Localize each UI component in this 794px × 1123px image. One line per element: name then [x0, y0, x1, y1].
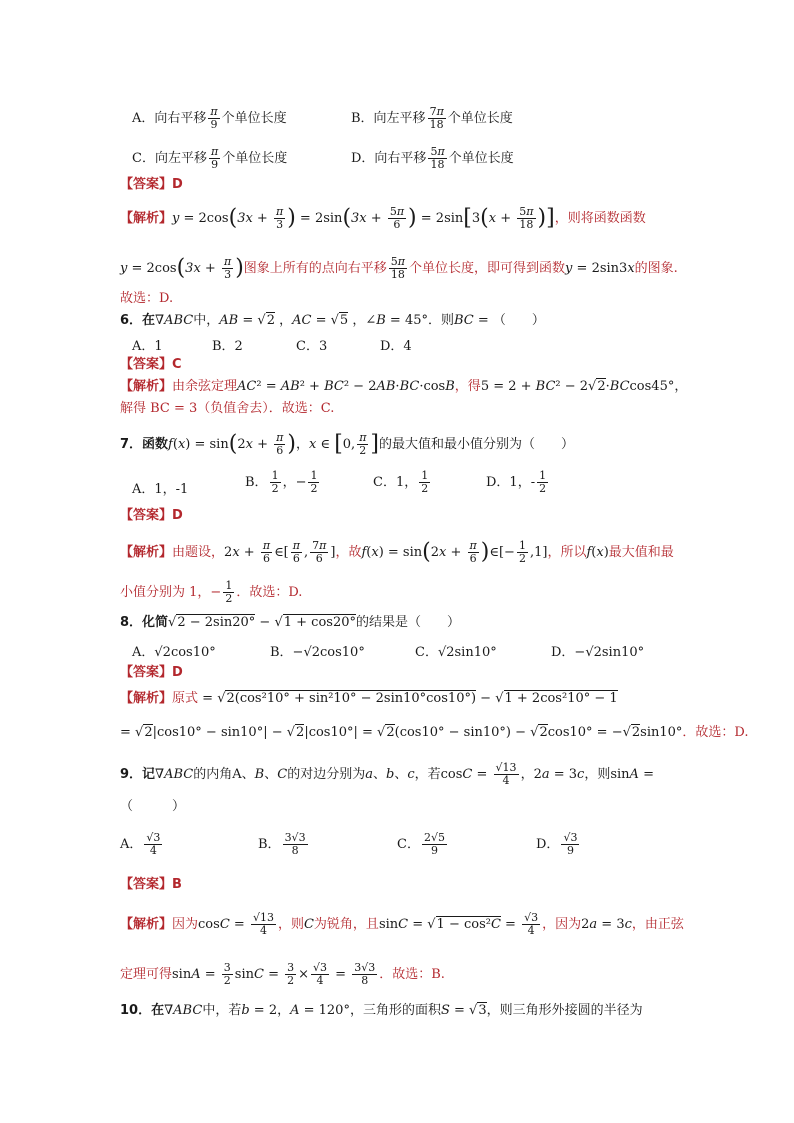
q9-analysis-b: ，则 [277, 917, 304, 932]
q5-option-d: D．向右平移 $\frac{5\pi}{18}$ 个单位长度 [351, 145, 514, 171]
q9-option-b-label: B． [258, 837, 281, 852]
q8-analysis-end: ．故选：D. [682, 725, 749, 740]
q10-stem-c: ，三角形的面积 [349, 1003, 441, 1018]
q6-stem-c: ．则 [427, 313, 454, 328]
q9-option-c: C． $\frac{2√5}{9}$ [397, 831, 445, 857]
q9-analysis-c: 为锐角，且 [313, 917, 379, 932]
q7-option-c-label: C．1， [373, 475, 418, 490]
q10-stem: 10．在∇ABC中，若b = 2，A = 120°，三角形的面积S = √3，则三角形外接圆的半径为 [120, 1003, 643, 1018]
q7-answer: 【答案】D [120, 508, 183, 523]
q7-option-a: A．1，-1 [132, 482, 189, 497]
q9-stem-e: ，则 [584, 767, 611, 782]
q7-analysis-d: 最大值和最 [608, 545, 674, 560]
analysis-label: 【解析】 [120, 211, 173, 226]
q9-option-a-label: A． [120, 837, 143, 852]
q6-option-d: D．4 [380, 339, 412, 354]
q9-analysis-line2: 定理可得sinA = $\frac{3}{2}$ sinC = $\frac{3}{2}$ × $\frac{√3}{4}$ = $\frac{3√3}{8}$ ．故选：B. [120, 961, 445, 987]
q7-stem: 7．函数f(x) = sin(2x + $\frac{\pi}{6}$ )，x ∈ [0, $\frac{\pi}{2}$ ]的最大值和最小值分别为（ ） [120, 431, 575, 457]
q8-stem: 8．化简√2 − 2sin20° − √1 + cos20°的结果是（ ） [120, 615, 461, 630]
q8-analysis-line2: = √2|cos10° − sin10°| − √2|cos10°| = √2(cos10° − sin10°) − √2cos10° = −√2sin10°．故选：D. [120, 725, 749, 740]
q9-number: 9．记 [120, 767, 156, 782]
q6-option-a: A．1 [132, 339, 163, 354]
q6-analysis-line1: 【解析】由余弦定理AC² = AB² + BC² − 2AB·BC·cosB，得5 = 2 + BC² − 2√2·BCcos45°， [120, 379, 688, 394]
q9-analysis-e: ，由正弦 [631, 917, 684, 932]
q6-analysis-b: ，得 [454, 379, 481, 394]
q9-analysis-line2-end: ．故选：B. [379, 967, 445, 982]
q8-analysis-a: 原式 [172, 691, 199, 706]
q8-option-d: D．−√2sin10° [551, 645, 645, 660]
q9-stem-c: 的对边分别为 [287, 767, 366, 782]
analysis-label: 【解析】 [120, 379, 173, 394]
q7-analysis-c: ，所以 [547, 545, 587, 560]
q7-analysis-a: 由题设， [172, 545, 225, 560]
q8-stem-b: 的结果是（ ） [356, 615, 461, 630]
q7-analysis-line2: 小值分别为 1，− $\frac{1}{2}$ ．故选：D. [120, 579, 303, 605]
analysis-label: 【解析】 [120, 545, 173, 560]
q9-option-b: B． $\frac{3√3}{8}$ [258, 831, 306, 857]
q7-analysis-b: ，故 [335, 545, 362, 560]
q5-analysis-line1: 【解析】y = 2cos(3x + $\frac{\pi}{3}$ ) = 2sin(3x + $\frac{5\pi}{6}$ ) = 2sin[3(x + $\frac{5\pi}{18}$ )]，则将函数函数 [120, 205, 646, 231]
q9-option-d: D． $\frac{√3}{9}$ [536, 831, 578, 857]
q10-number: 10．在 [120, 1003, 165, 1018]
q5-option-c: C．向左平移 $\frac{\pi}{9}$ 个单位长度 [132, 145, 288, 171]
q9-option-c-label: C． [397, 837, 420, 852]
q7-analysis-line1: 【解析】由题设，2x + $\frac{\pi}{6}$ ∈[ $\frac{\pi}{6}$ , $\frac{7\pi}{6}$ ]，故f(x) = sin(2x + $\frac{\pi}{6}$ )∈[− $\frac{1}{2}$ ,1]，所以f(x)最大值和最 [120, 539, 674, 565]
q7-analysis-line2-end: ．故选：D. [236, 585, 303, 600]
analysis-label: 【解析】 [120, 691, 173, 706]
q5-option-b: B．向左平移 $\frac{7\pi}{18}$ 个单位长度 [351, 105, 513, 131]
q9-stem-b: 的内角 [193, 767, 233, 782]
q6-number: 6．在 [120, 313, 156, 328]
q5-analysis-line2: y = 2cos(3x + $\frac{\pi}{3}$ )图象上所有的点向右平移 $\frac{5\pi}{18}$ 个单位长度，即可得到函数y = 2sin3x的图象. [120, 255, 678, 281]
q6-answer: 【答案】C [120, 357, 182, 372]
q8-option-c: C．√2sin10° [415, 645, 497, 660]
q7-option-d-label: D．1，- [486, 475, 536, 490]
q8-option-b: B．−√2cos10° [270, 645, 365, 660]
q5-analysis-mid2: 个单位长度，即可得到函数 [409, 261, 566, 276]
q6-stem-b: 中， [193, 313, 220, 328]
analysis-label: 【解析】 [120, 917, 173, 932]
q9-analysis-line2-text: 定理可得 [120, 967, 173, 982]
q10-stem-d: ，则三角形外接圆的半径为 [486, 1003, 643, 1018]
q6-option-b: B．2 [212, 339, 243, 354]
q6-analysis-line2: 解得 BC = 3（负值舍去）．故选：C. [120, 401, 335, 416]
q8-answer: 【答案】D [120, 665, 183, 680]
q7-number: 7．函数 [120, 437, 169, 452]
q8-number: 8．化简 [120, 615, 169, 630]
q5-analysis-text: ，则将函数函数 [554, 211, 646, 226]
q7-option-b: B． $\frac{1}{2}$ ，− $\frac{1}{2}$ [245, 469, 318, 495]
q5-answer: 【答案】D [120, 177, 183, 192]
q7-option-c: C．1， $\frac{1}{2}$ [373, 469, 429, 495]
q9-answer: 【答案】B [120, 877, 182, 892]
q7-option-d: D．1，- $\frac{1}{2}$ [486, 469, 547, 495]
q5-analysis-tail: 的图象. [634, 261, 678, 276]
q7-option-b-label: B． [245, 475, 268, 490]
q6-stem: 6．在∇ABC中，AB = √2 ，AC = √5 ，∠B = 45°．则BC = （ ） [120, 313, 545, 328]
q6-option-c: C．3 [296, 339, 328, 354]
q8-analysis-line1: 【解析】原式 = √2(cos²10° + sin²10° − 2sin10°cos10°) − √1 + 2cos²10° − 1 [120, 691, 618, 706]
q9-option-a: A． $\frac{√3}{4}$ [120, 831, 161, 857]
q9-stem-d: ，若 [414, 767, 441, 782]
q5-analysis-mid: 图象上所有的点向右平移 [243, 261, 387, 276]
q10-stem-b: 中，若 [202, 1003, 242, 1018]
q8-option-a: A．√2cos10° [132, 645, 216, 660]
q9-analysis-d: ，因为 [542, 917, 582, 932]
q7-stem-b: 的最大值和最小值分别为（ ） [379, 437, 575, 452]
q9-stem: 9．记∇ABC的内角A、B、C的对边分别为a、b、c，若cosC = $\frac{√13}{4}$ ，2a = 3c，则sinA = [120, 761, 654, 787]
q9-paren: （ ） [120, 799, 186, 814]
q6-stem-d: （ ） [492, 313, 545, 328]
q5-conclusion: 故选：D. [120, 291, 174, 306]
q9-analysis-line1: 【解析】因为cosC = $\frac{√13}{4}$ ，则C为锐角，且sinC = √1 − cos²C = $\frac{√3}{4}$ ，因为2a = 3c，由正弦 [120, 911, 684, 937]
q9-analysis-a: 因为 [172, 917, 199, 932]
q6-analysis-a: 由余弦定理 [172, 379, 238, 394]
q7-analysis-line2-text: 小值分别为 1， [120, 585, 211, 600]
q9-option-d-label: D． [536, 837, 560, 852]
q5-option-a: A．向右平移 $\frac{\pi}{9}$ 个单位长度 [132, 105, 287, 131]
